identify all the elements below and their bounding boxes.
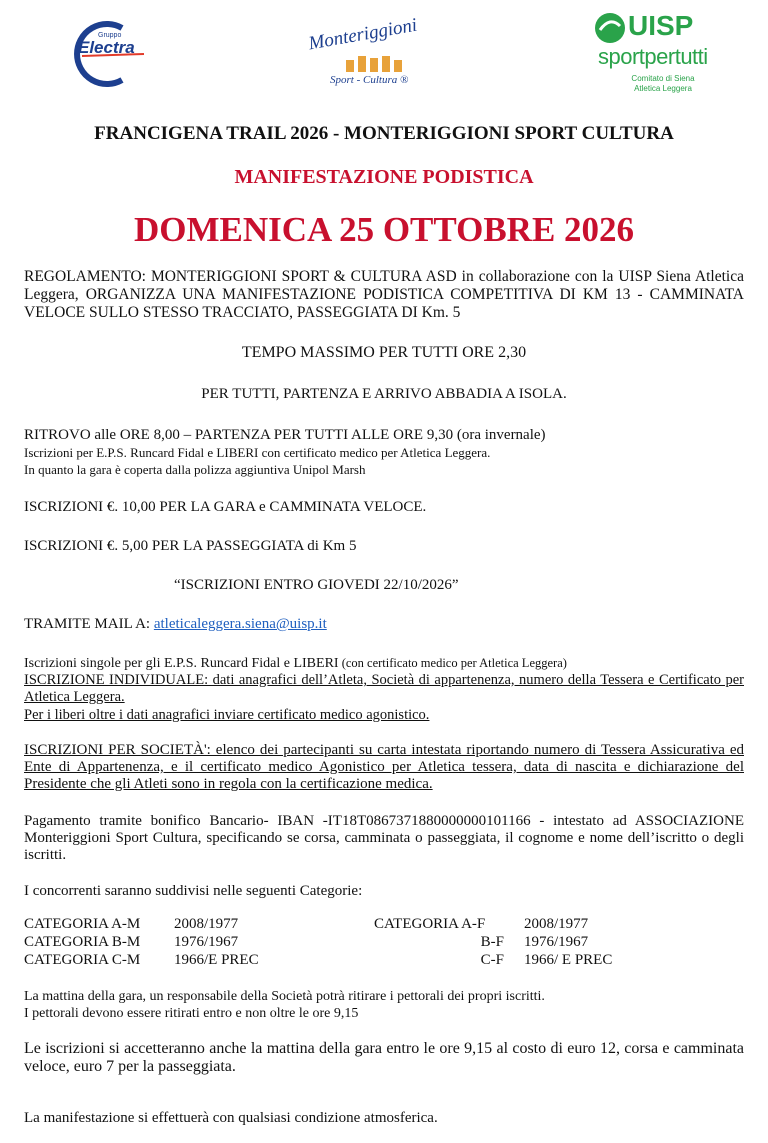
category-row-c-f: C-F 1966/ E PREC (480, 952, 613, 968)
pagamento-paragraph: Pagamento tramite bonifico Bancario- IBAN -IT18T0867371880000000101166 - intestato ad ASSOCIAZIONE Monteriggioni Sport Cultura, specificando se corsa, camminata o passeggiata, il cognome e nome dell’iscritto o degli iscritti. (24, 813, 744, 863)
mail-label: TRAMITE MAIL A: (24, 616, 154, 632)
iscrizioni-mattina: Le iscrizioni si accetteranno anche la mattina della gara entro le ore 9,15 al costo di euro 12, corsa e camminata veloce, euro 7 per la passeggiata. (24, 1040, 744, 1075)
quota-passeggiata: ISCRIZIONI €. 5,00 PER LA PASSEGGIATA di Km 5 (24, 538, 357, 554)
uisp-emblem-icon (594, 12, 626, 44)
event-date: DOMENICA 25 OTTOBRE 2026 (133, 210, 635, 249)
quota-gara: ISCRIZIONI €. 10,00 PER LA GARA e CAMMINATA VELOCE. (24, 499, 427, 515)
uisp-name: UISP (628, 10, 694, 41)
categorie-intro: I concorrenti saranno suddivisi nelle seguenti Categorie: (24, 883, 363, 899)
electra-name: Electra (78, 38, 135, 57)
pettorali-line-1: La mattina della gara, un responsabile della Società potrà ritirare i pettorali dei propri iscritti. (24, 989, 545, 1004)
electra-logo (64, 18, 148, 88)
ritrovo-line: RITROVO alle ORE 8,00 – PARTENZA PER TUTTI ALLE ORE 9,30 (ora invernale) (24, 427, 546, 443)
regolamento-paragraph: REGOLAMENTO: MONTERIGGIONI SPORT & CULTURA ASD in collaborazione con la UISP Siena Atletica Leggera, ORGANIZZA UNA MANIFESTAZIONE PODISTICA COMPETITIVA DI KM 13 - CAMMINATA VELOCE SULLO STESSO TRACCIATO, PASSEGGIATA DI Km. 5 (24, 268, 744, 321)
category-row-a-m: CATEGORIA A-M 2008/1977 (24, 916, 239, 932)
electra-gruppo: Gruppo (98, 32, 122, 39)
monteriggioni-logo (302, 14, 452, 92)
iscrizione-individuale: ISCRIZIONE INDIVIDUALE: dati anagrafici dell’Atleta, Società di appartenenza, numero della Tessera e Certificato per Atletica Leggera. (24, 672, 744, 705)
meteo-line: La manifestazione si effettuerà con qualsiasi condizione atmosferica. (24, 1110, 438, 1126)
pettorali-line-2: I pettorali devono essere ritirati entro e non oltre le ore 9,15 (24, 1006, 359, 1021)
category-row-b-f: B-F 1976/1967 (480, 934, 589, 950)
partenza-arrivo: PER TUTTI, PARTENZA E ARRIVO ABBADIA A ISOLA. (201, 386, 567, 402)
category-row-b-m: CATEGORIA B-M 1976/1967 (24, 934, 239, 950)
iscrizioni-eps-line: Iscrizioni per E.P.S. Runcard Fidal e LIBERI con certificato medico per Atletica Leggera. (24, 445, 491, 460)
page-title: FRANCIGENA TRAIL 2026 - MONTERIGGIONI SPORT CULTURA (94, 123, 674, 144)
tempo-massimo: TEMPO MASSIMO PER TUTTI ORE 2,30 (241, 344, 527, 361)
event-subtitle: MANIFESTAZIONE PODISTICA (234, 166, 534, 188)
liberi-line: Per i liberi oltre i dati anagrafici inviare certificato medico agonistico. (24, 707, 430, 723)
polizza-line: In quanto la gara è coperta dalla polizza aggiuntiva Unipol Marsh (24, 462, 366, 477)
iscrizioni-societa: ISCRIZIONI PER SOCIETÀ': elenco dei partecipanti su carta intestata riportando numero di Tessera Assicurativa ed Ente di Appartenenza, e il certificato medico Agonistico per Atletica tessera, data di nascita e dichiarazione del Presidente che gli Atleti sono in regola con la certificazione medica. (24, 742, 744, 792)
uisp-logo (592, 10, 734, 98)
singole-line (24, 655, 744, 672)
singole-note: (con certificato medico per Atletica Leggera) (338, 656, 567, 670)
uisp-sportpertutti: sportpertutti (598, 44, 708, 69)
uisp-comitato: Comitato di Siena (631, 74, 695, 83)
mail-link[interactable]: atleticaleggera.siena@uisp.it (153, 616, 327, 632)
monteriggioni-sub: Sport - Cultura ® (330, 74, 409, 86)
monteriggioni-name: Monteriggioni (306, 14, 419, 55)
scadenza-iscrizioni: “ISCRIZIONI ENTRO GIOVEDI 22/10/2026” (174, 577, 459, 593)
singole-text: Iscrizioni singole per gli E.P.S. Runcard Fidal e LIBERI (24, 656, 339, 671)
mail-line (24, 616, 744, 633)
uisp-atletica: Atletica Leggera (634, 84, 692, 93)
category-row-a-f: CATEGORIA A-F 2008/1977 (374, 916, 589, 932)
category-row-c-m: CATEGORIA C-M 1966/E PREC (24, 952, 259, 968)
